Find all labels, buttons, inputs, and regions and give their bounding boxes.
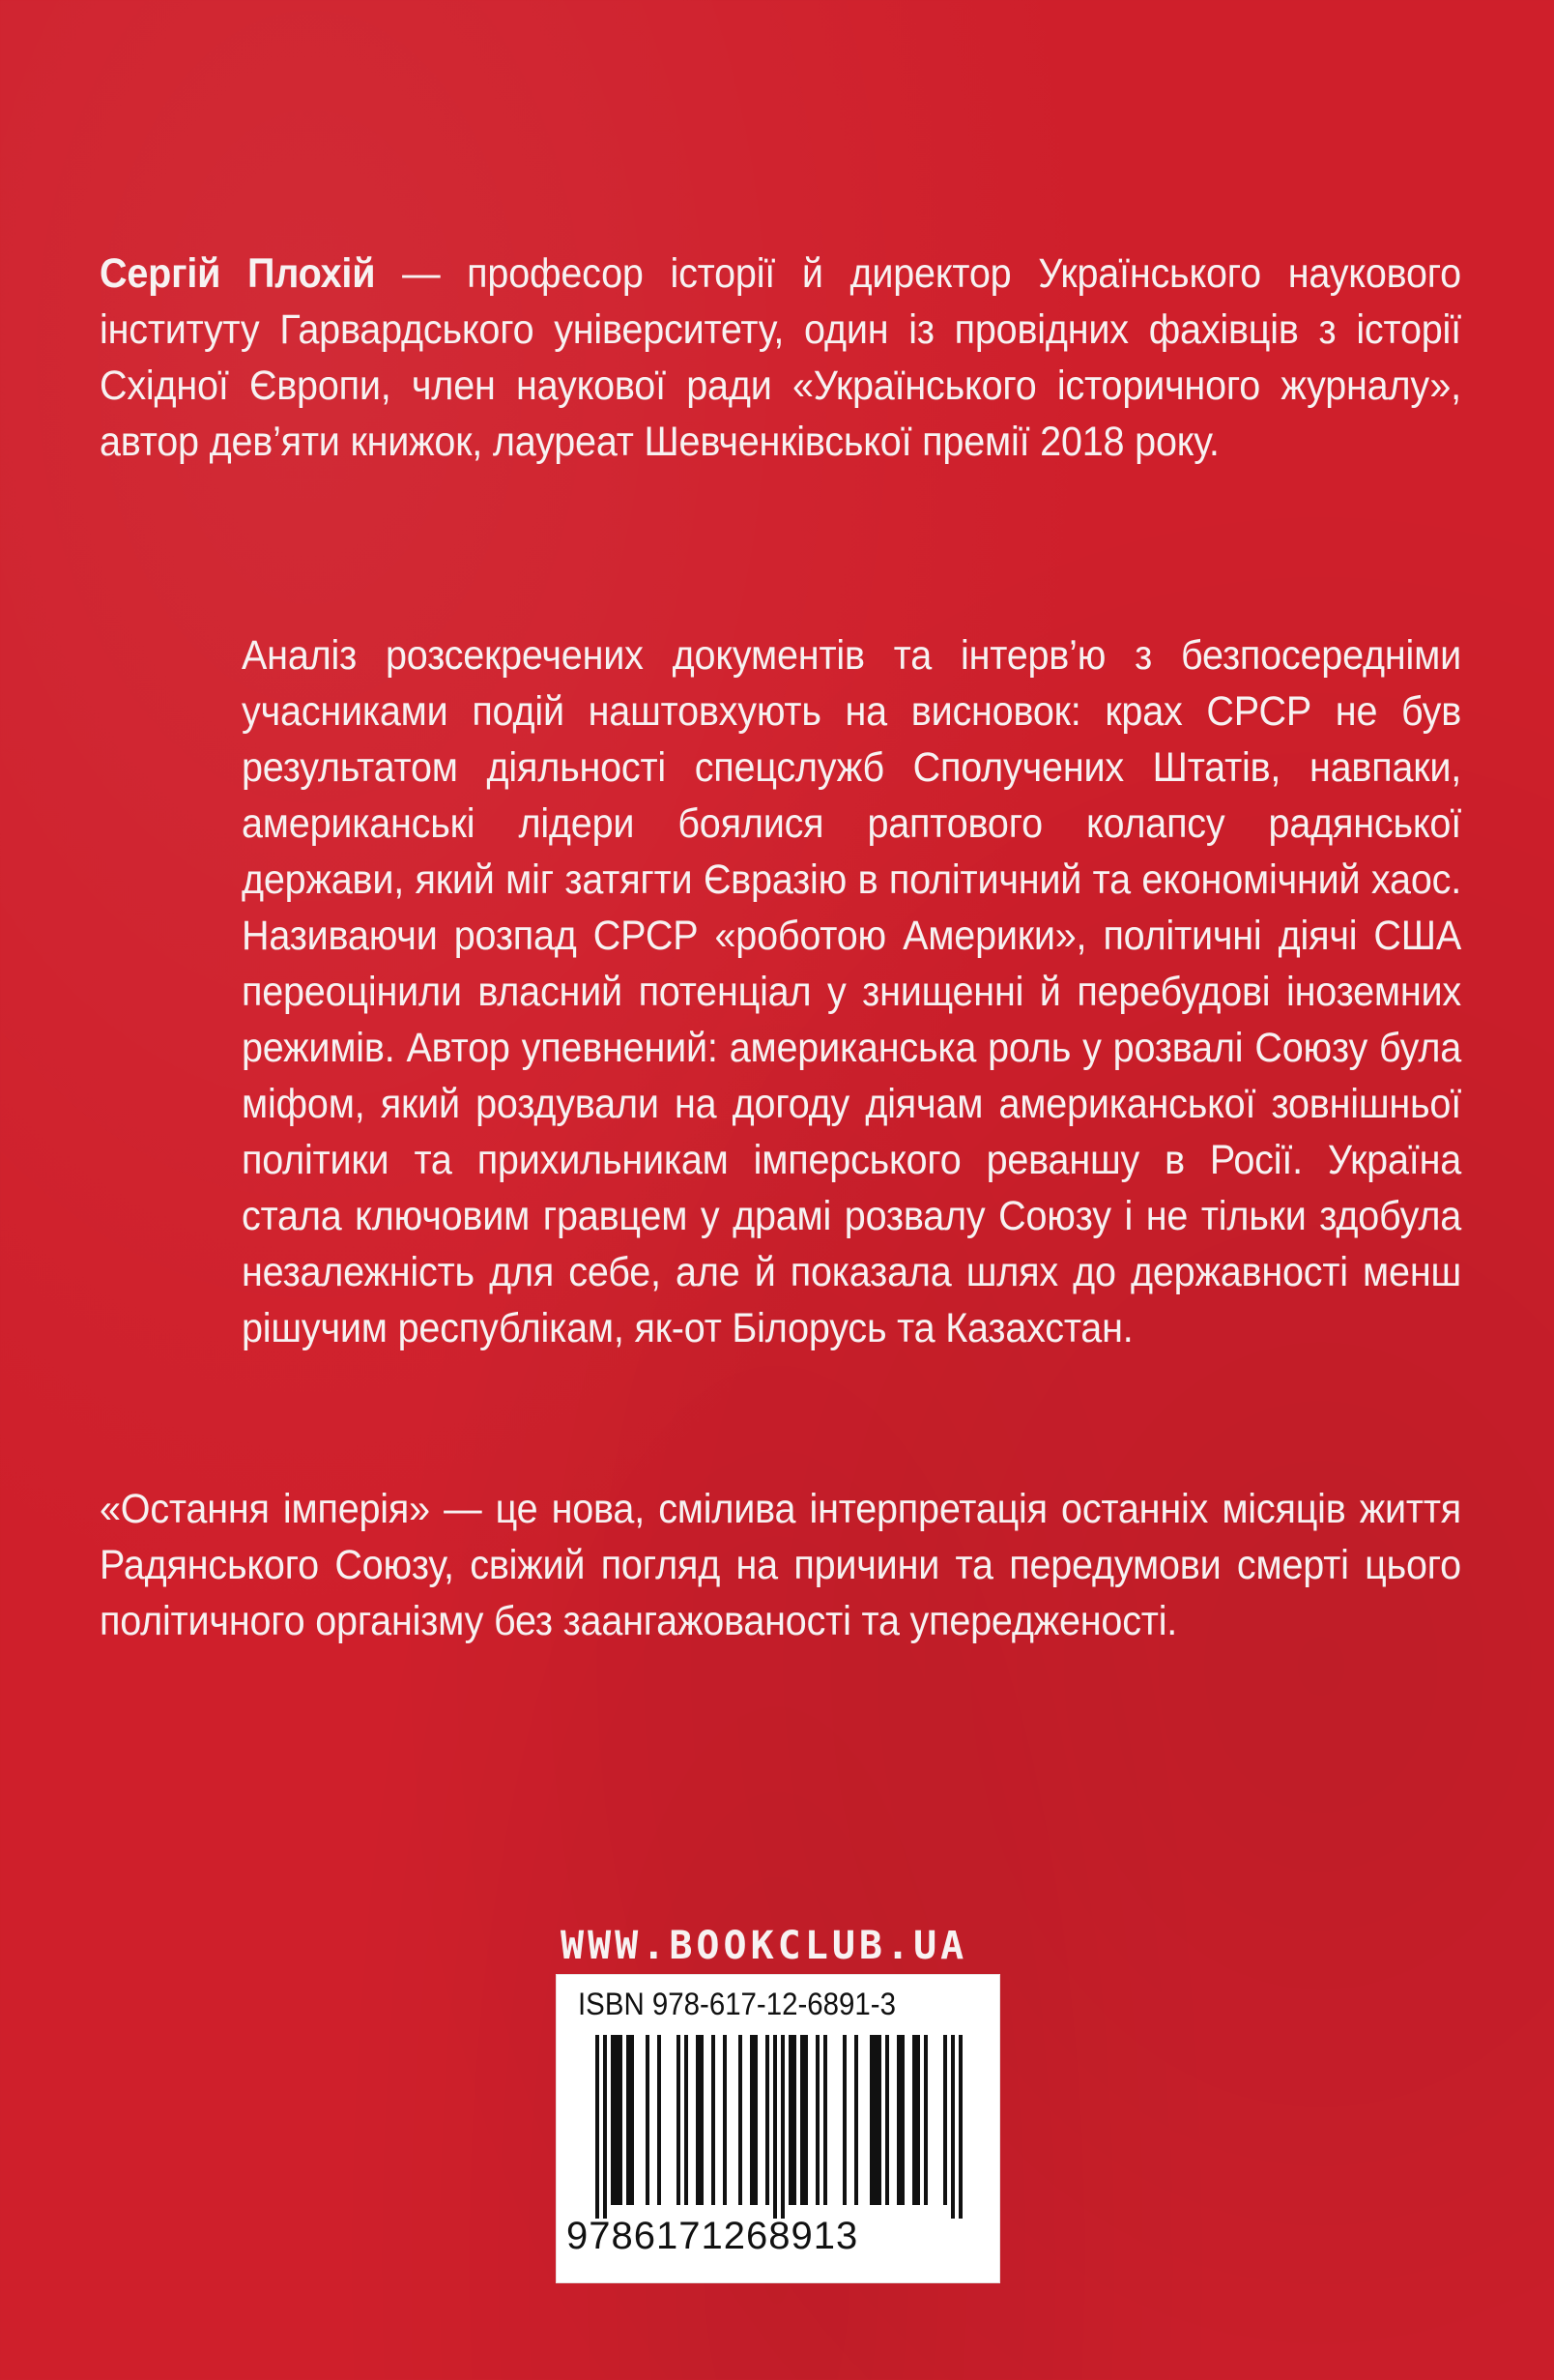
barcode-bar — [823, 2035, 827, 2205]
isbn-label: ISBN 978-617-12-6891-3 — [578, 1987, 896, 2021]
barcode-bar — [619, 2035, 622, 2205]
barcode-bar — [874, 2035, 878, 2205]
barcode-bar — [700, 2035, 704, 2205]
author-name: Сергій Плохій — [100, 251, 376, 297]
publisher-website: WWW.BOOKCLUB.UA — [561, 1924, 968, 1968]
barcode-bar — [870, 2035, 874, 2205]
barcode-bar — [754, 2035, 758, 2205]
barcode-bar — [611, 2035, 615, 2205]
barcode-bar — [738, 2035, 742, 2205]
barcode-bar — [959, 2035, 963, 2219]
barcode-bar — [615, 2035, 619, 2205]
book-closing-text: «Остання імперія» — це нова, смілива інтерпретація останніх місяців життя Радянського Союзу, свіжий погляд на причини та передумови смерті цього політичного організму без заангажованості та упередженості. — [100, 1487, 1461, 1644]
barcode-bar — [916, 2035, 920, 2205]
barcode-bar — [765, 2035, 769, 2205]
barcode-bar — [657, 2035, 661, 2205]
barcode-bar — [951, 2035, 955, 2219]
barcode-bar — [646, 2035, 649, 2205]
book-summary — [242, 628, 1461, 1357]
barcode-bar — [897, 2035, 901, 2205]
barcode-bar — [711, 2035, 715, 2205]
barcode-bar — [792, 2035, 796, 2205]
barcode-bar — [912, 2035, 916, 2205]
barcode-bar — [603, 2035, 607, 2219]
barcode-bar — [854, 2035, 858, 2205]
barcode-bar — [804, 2035, 808, 2205]
author-bio — [100, 247, 1461, 471]
book-summary-text: Аналіз розсекречених документів та інтерв’ю з безпосередніми учасниками подій наштовхують на висновок: крах СРСР не був результатом діяльності спецслужб Сполучених Штатів, навпаки, американські лідери боялися раптового колапсу радянської держави, який міг затягти Євразію в політичний та економічний хаос. Називаючи розпад СРСР «роботою Америки», політичні діячі США переоцінили власний потенціал у знищенні й перебудові іноземних режимів. Автор упевнений: американська роль у розвалі Союзу була міфом, який роздували на догоду діячам американської зовнішньої політики та прихильникам імперського реваншу в Росії. Україна стала ключовим гравцем у драмі розвалу Союзу і не тільки здобула незалежність для себе, але й показала шлях до державності менш рішучим республікам, як-от Білорусь та Казахстан. — [242, 633, 1462, 1351]
barcode-bar — [723, 2035, 727, 2205]
barcode-bar — [885, 2035, 889, 2205]
isbn-barcode — [556, 1974, 1000, 2283]
barcode-bar — [676, 2035, 680, 2205]
barcode-bar — [816, 2035, 820, 2205]
barcode-digits: 9786171268913 — [566, 2215, 859, 2257]
barcode-bars — [574, 2035, 984, 2219]
author-bio-text: — професор історії й директор Українського наукового інституту Гарвардського університету, один із провідних фахівців з історії Східної Європи, член наукової ради «Українського історичного журналу», автор дев’яти книжок, лауреат Шевченківської премії 2018 року. — [100, 251, 1461, 465]
barcode-bar — [696, 2035, 700, 2205]
book-closing — [100, 1482, 1554, 1650]
barcode-bar — [789, 2035, 792, 2205]
barcode-bar — [781, 2035, 785, 2219]
barcode-bar — [626, 2035, 630, 2205]
barcode-bar — [630, 2035, 634, 2205]
barcode-bar — [773, 2035, 777, 2219]
barcode-bar — [843, 2035, 847, 2205]
barcode-bar — [943, 2035, 947, 2205]
barcode-bar — [684, 2035, 688, 2205]
barcode-bar — [800, 2035, 804, 2205]
barcode-bar — [878, 2035, 881, 2205]
barcode-bar — [924, 2035, 928, 2205]
barcode-bar — [595, 2035, 599, 2219]
barcode-bar — [901, 2035, 905, 2205]
barcode-bar — [750, 2035, 754, 2205]
